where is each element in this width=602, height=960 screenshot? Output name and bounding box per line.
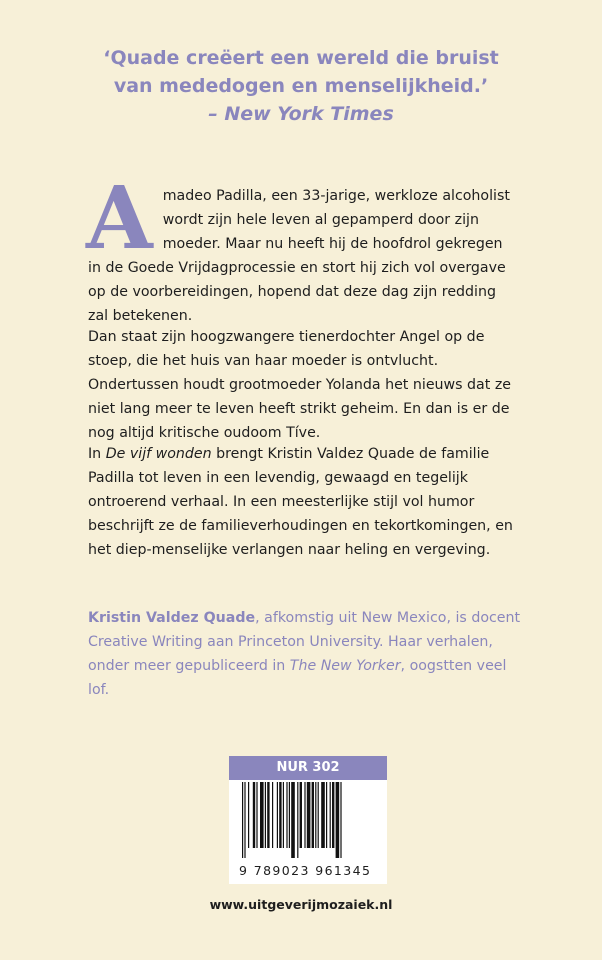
nur-label: NUR 302 bbox=[229, 756, 387, 780]
review-quote bbox=[60, 44, 542, 128]
book-title: De vijf wonden bbox=[105, 446, 212, 462]
quote-line-2: van mededogen en menselijkheid.’ bbox=[113, 75, 489, 97]
quote-line-1: ‘Quade creëert een wereld die bruist bbox=[103, 47, 499, 69]
quote-source: – New York Times bbox=[208, 103, 394, 125]
blurb-paragraph-1 bbox=[86, 168, 518, 328]
isbn-number: 9 789023 961345 bbox=[239, 863, 372, 878]
bio-text-2: , oogstten veel lof. bbox=[88, 658, 507, 698]
barcode-icon bbox=[238, 782, 378, 858]
blurb-paragraph-3 bbox=[88, 442, 518, 562]
magazine-title: The New Yorker bbox=[289, 658, 401, 674]
publisher-website: www.uitgeverijmozaiek.nl bbox=[209, 897, 393, 912]
bio-text-1: , afkomstig uit New Mexico, is docent Creative Writing aan Princeton University. Haar verhalen, onder meer gepubliceerd in bbox=[88, 610, 521, 674]
blurb-paragraph-1-text: madeo Padilla, een 33-jarige, werkloze alcoholist wordt zijn hele leven al gepamperd door zijn moeder. Maar nu heeft hij de hoofdrol gekregen in de Goede Vrijdagprocessie en stort hij zich vol overgave op de voorbereidingen, hopend dat deze dag zijn redding zal betekenen. bbox=[88, 188, 510, 324]
barcode-box bbox=[229, 756, 387, 884]
author-name: Kristin Valdez Quade bbox=[88, 610, 256, 626]
p3-intro: In bbox=[88, 446, 106, 462]
drop-cap: A bbox=[86, 168, 153, 269]
p3-text: brengt Kristin Valdez Quade de familie Padilla tot leven in een levendig, gewaagd en tegelijk ontroerend verhaal. In een meesterlijke stijl vol humor beschrijft ze de familieverhoudingen en tekortkomingen, en het diep-menselijke verlangen naar heling en vergeving. bbox=[88, 446, 513, 558]
blurb-paragraph-2: Dan staat zijn hoogzwangere tienerdochter Angel op de stoep, die het huis van haar moeder is ontvlucht. Ondertussen houdt grootmoeder Yolanda het nieuws dat ze niet lang meer te leven heeft strikt geheim. En dan is er de nog altijd kritische oudoom Tíve. bbox=[88, 329, 511, 441]
author-bio bbox=[88, 606, 528, 702]
